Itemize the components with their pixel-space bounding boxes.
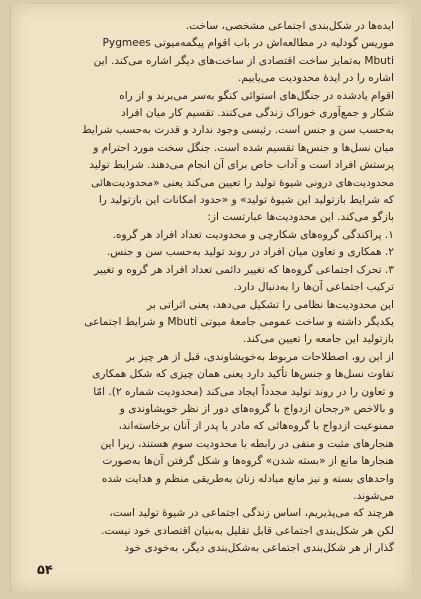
text-line: و بالاخص «رجحان ازدواج با گروه‌های دور از نظر خویشاوندی و (119, 402, 394, 415)
text-line: پرستش افراد است و آداب خاص برای آن انجام می‌دهند. شرایط تولید (89, 159, 394, 172)
text-line: تفاوت نسل‌ها و جنس‌ها تأکید دارد یعنی همان چیزی که شکل همکاری (92, 368, 394, 381)
text-line: ترکیب اجتماعی آن‌ها را به‌دنبال دارد. (233, 281, 394, 294)
text-line: محدودیت‌های درونی شیوهٔ تولید را تعیین می‌کند یعنی «محدودیت‌هائی (91, 176, 394, 189)
list-item: ۲. همکاری و تعاون میان افراد در روند تولید به‌حسب سن و جنس. (106, 246, 394, 259)
text-line: میان نسل‌ها و جنس‌ها تقسیم شده است. جنگل سخت مورد احترام و (93, 141, 394, 154)
text-line: موریس گودلیه در مطالعه‌اش در باب اقوام پیگمه‌میوتی Pygmees (102, 37, 394, 50)
text-line: هنجارها مانع از «بسته شدن» گروه‌ها و شکل گرفتن آن‌ها به‌صورت (102, 455, 394, 468)
text-line: اقوام یادشده در جنگل‌های استوائی کنگو به‌سر می‌برند و از راه (119, 89, 394, 102)
text-line: Mbuti به‌تمایز ساخت اقتصادی از ساخت‌های دیگر اشاره می‌کند. این (93, 54, 394, 67)
text-line: و تعاون را در روند تولید مجدداً ایجاد می‌کند (محدودیت شماره ۲). امّا (93, 385, 394, 398)
text-line: ایده‌ها در شکل‌بندی اجتماعی مشخصی، ساخت. (185, 20, 394, 32)
text-line: از این رو، اصطلاحات مربوط به‌خویشاوندی، قبل از هر چیز بر (126, 350, 394, 363)
text-line: گذار از هر شکل‌بندی اجتماعی به‌شکل‌بندی دیگر، به‌خودی خود (124, 542, 394, 555)
text-line: هرچند که می‌پذیریم، اساس زندگی اجتماعی در شیوهٔ تولید است، (109, 507, 394, 520)
page-number: ۵۴ (37, 563, 53, 578)
body-text (35, 18, 394, 558)
text-line: اشاره را در ایدهٔ محدودیت می‌یابیم. (238, 72, 394, 85)
text-line: بازگو می‌کند. این محدودیت‌ها عبارتست از: (207, 211, 394, 224)
text-line: یکدیگر داشته و ساخت عمومی جامعهٔ میوتی Mbuti و شرایط اجتماعی (84, 315, 394, 328)
book-page (10, 4, 412, 592)
list-item: ۳. تحرک اجتماعی گروه‌ها که تغییر دائمی تعداد افراد هر گروه و تغییر (94, 263, 394, 276)
text-line: این محدودیت‌ها نظامی را تشکیل می‌دهد، یعنی اثراتی بر (147, 298, 394, 311)
text-line: می‌شوند. (353, 489, 394, 502)
text-line: که شرایط بازتولید این شیوهٔ تولید» و «حدود امکانات این بازتولید را (98, 194, 394, 207)
text-line: ممنوعیت ازدواج با گروه‌هائی که مادر یا پدر از آنان برخاسته‌اند، (118, 420, 394, 433)
text-line: شکار و جمع‌آوری خوراک زندگی می‌کنند. تقسیم کار میان افراد (121, 107, 394, 120)
text-line: لکن هر شکل‌بندی اجتماعی قابل تقلیل به‌بنیان اقتصادی خود نیست. (101, 524, 394, 537)
list-item: ۱. پراکندگی گروه‌های شکارچی و محدودیت تعداد افراد هر گروه. (112, 228, 394, 241)
text-line: واحدهای بسته و نیز مانع مبادله زنان به‌طریقی منظم و هدایت شده (101, 472, 394, 485)
text-line: به‌حسب سن و جنس است. رئیسی وجود ندارد و قدرت به‌حسب شرایط (81, 124, 394, 137)
text-line: بازتولید این جامعه را تعیین می‌کند. (243, 333, 394, 346)
text-line: هنجارهای مثبت و منفی در رابطه با محدودیت سوم هستند، زیرا این (100, 437, 394, 450)
